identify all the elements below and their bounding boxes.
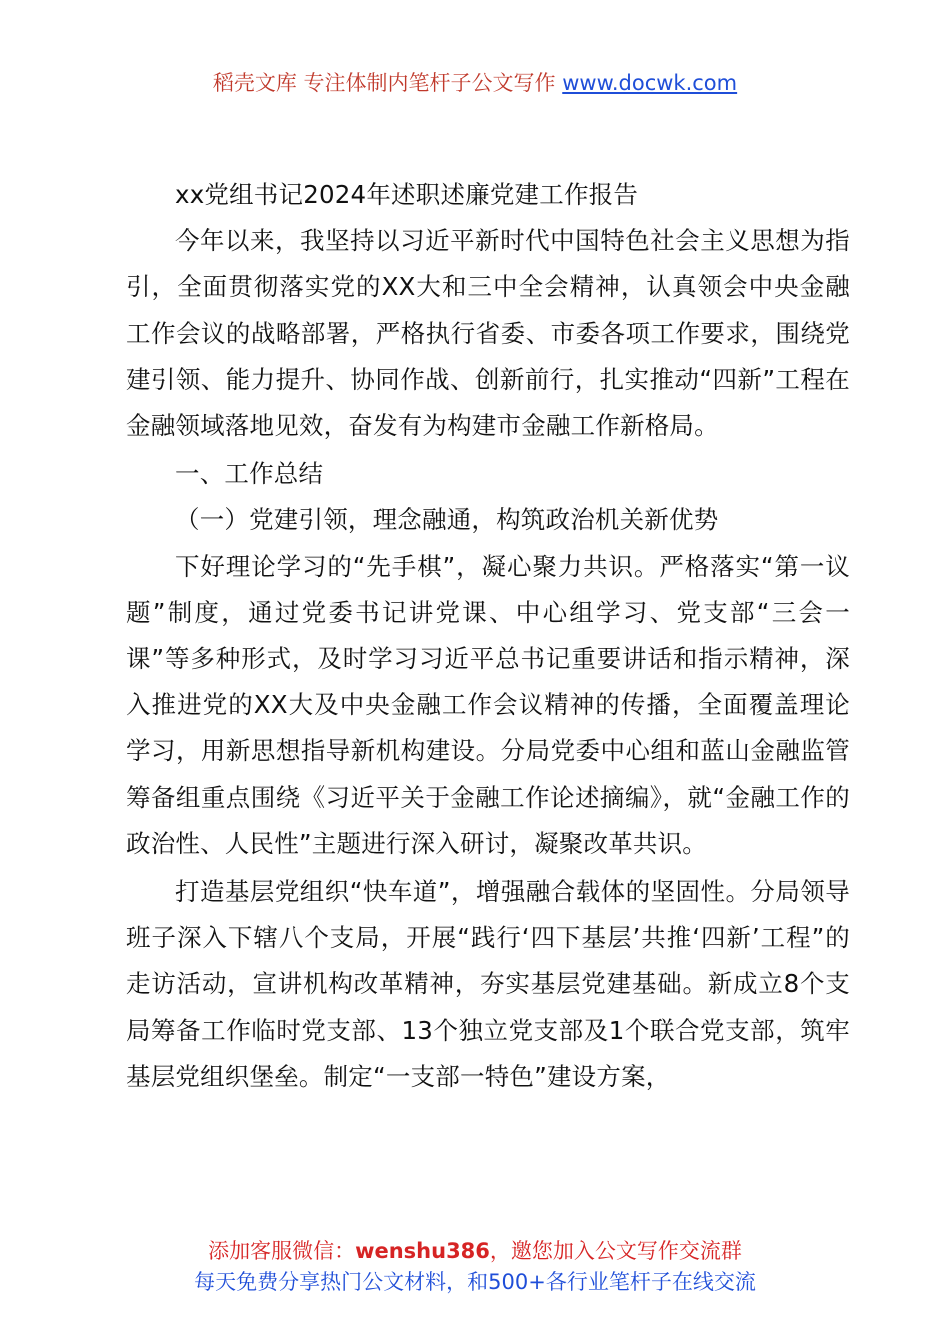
- watermark-header: [0, 66, 950, 100]
- footer-line-2: 每天免费分享热门公文材料，和500+各行业笔杆子在线交流: [194, 1270, 756, 1294]
- document-body: [126, 172, 850, 1100]
- footer-line-1: [0, 1236, 950, 1267]
- intro-paragraph: 今年以来，我坚持以习近平新时代中国特色社会主义思想为指引，全面贯彻落实党的XX大和三中全会精神，认真领会中央金融工作会议的战略部署，严格执行省委、市委各项工作要求，围绕党建引领、能力提升、协同作战、创新前行，扎实推动“四新”工程在金融领域落地见效，奋发有为构建市金融工作新格局。: [126, 226, 850, 441]
- body-paragraph-2: 打造基层党组织“快车道”，增强融合载体的坚固性。分局领导班子深入下辖八个支局，开展“践行‘四下基层’共推‘四新’工程”的走访活动，宣讲机构改革精神，夯实基层党建基础。新成立8个支局筹备工作临时党支部、13个独立党支部及1个联合党支部，筑牢基层党组织堡垒。制定“一支部一特色”建设方案，: [126, 877, 850, 1091]
- subsection-heading: （一）党建引领，理念融通，构筑政治机关新优势: [175, 505, 719, 535]
- footer-wechat-id: wenshu386: [355, 1239, 490, 1263]
- footer-wechat-suffix: ，邀您加入公文写作交流群: [489, 1239, 742, 1263]
- document-title: xx党组书记2024年述职述廉党建工作报告: [175, 180, 639, 209]
- footer-wechat-prefix: 添加客服微信：: [208, 1239, 356, 1263]
- body-paragraph-1: 下好理论学习的“先手棋”，凝心聚力共识。严格落实“第一议题”制度，通过党委书记讲党课、中心组学习、党支部“三会一课”等多种形式，及时学习习近平总书记重要讲话和指示精神，深入推进党的XX大及中央金融工作会议精神的传播，全面覆盖理论学习，用新思想指导新机构建设。分局党委中心组和蓝山金融监管筹备组重点围绕《习近平关于金融工作论述摘编》，就“金融工作的政治性、人民性”主题进行深入研讨，凝聚改革共识。: [126, 551, 850, 858]
- header-url-link[interactable]: www.docwk.com: [562, 71, 738, 95]
- section-heading: 一、工作总结: [175, 459, 324, 489]
- watermark-footer: [0, 1236, 950, 1298]
- header-brand: 稻壳文库 专注体制内笔杆子公文写作: [212, 71, 556, 95]
